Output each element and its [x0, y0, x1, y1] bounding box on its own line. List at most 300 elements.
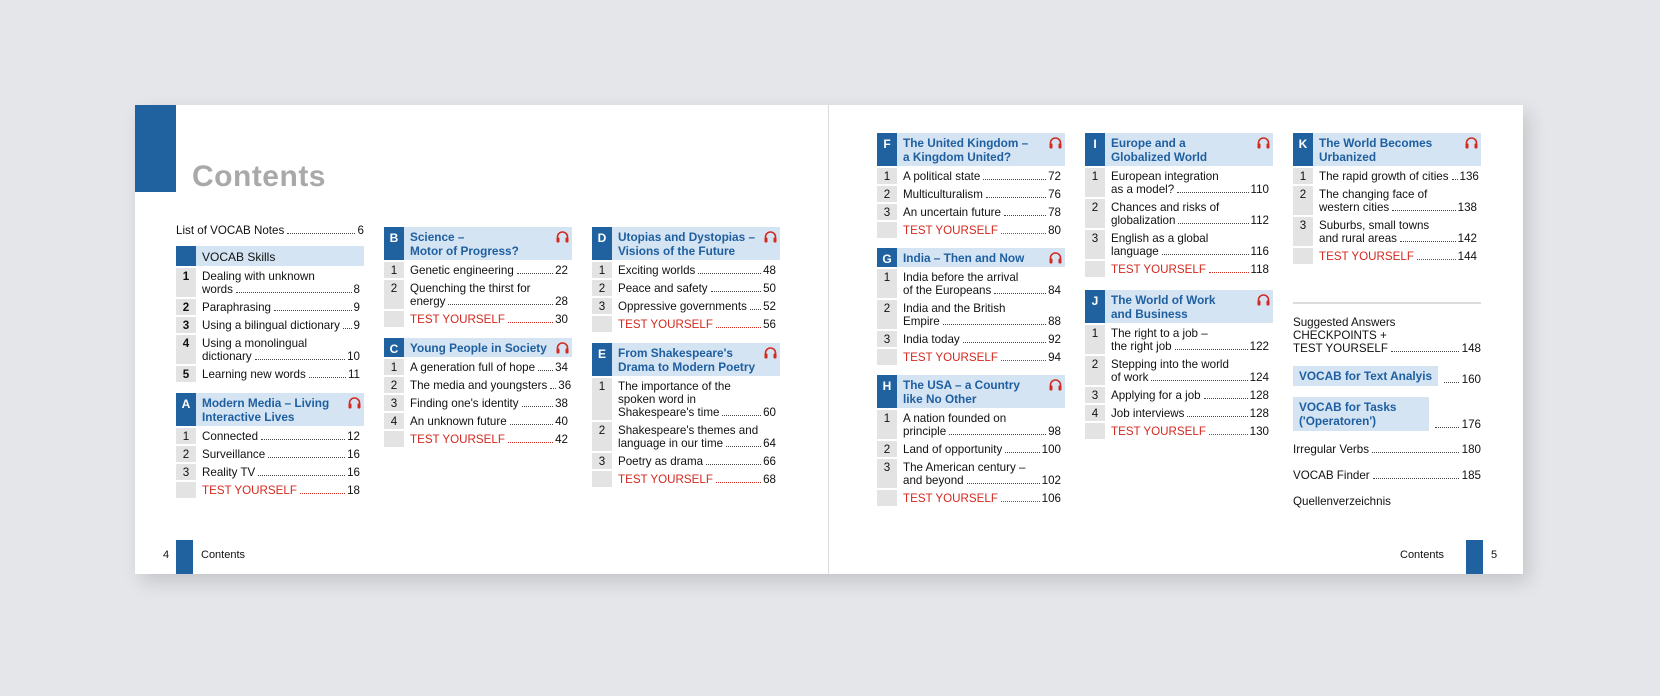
toc-entry-line: TEST YOURSELF [618, 318, 713, 331]
toc-vocab-finder[interactable] [1293, 469, 1481, 482]
section-j [1085, 290, 1273, 439]
footer-page-number: 4 [163, 549, 170, 561]
toc-entry[interactable] [592, 378, 780, 420]
toc-entry[interactable] [877, 459, 1065, 488]
entry-text [612, 262, 780, 278]
entry-number: 3 [384, 395, 404, 411]
toc-entry-line: Dealing with unknown [202, 270, 315, 283]
toc-column-1 [176, 224, 364, 498]
toc-entry[interactable] [1085, 325, 1273, 354]
toc-entry-line: European integration [1111, 170, 1219, 183]
entry-text [404, 431, 572, 447]
section-header[interactable] [1293, 133, 1481, 166]
toc-page-number: 185 [1461, 469, 1481, 482]
headphones-icon[interactable] [760, 343, 780, 376]
headphones-icon[interactable] [1045, 248, 1065, 267]
entry-text [897, 331, 1065, 347]
headphones-icon[interactable] [1461, 133, 1481, 166]
toc-entry[interactable] [877, 441, 1065, 457]
test-yourself-row[interactable] [877, 222, 1065, 238]
toc-entry-title: Quellenverzeichnis [1293, 495, 1391, 508]
section-marker [176, 246, 196, 266]
toc-entry-line: Learning new words [202, 368, 306, 381]
toc-entry-line: TEST YOURSELF [410, 433, 505, 446]
footer-label: Contents [1400, 549, 1445, 561]
headphones-icon[interactable] [344, 393, 364, 426]
toc-entry[interactable] [592, 453, 780, 469]
toc-entry[interactable] [1085, 199, 1273, 228]
leader-dots [986, 197, 1046, 198]
leader-dots [1187, 416, 1247, 417]
section-g [877, 248, 1065, 365]
entry-number: 1 [877, 269, 897, 298]
entry-number: 3 [1085, 387, 1105, 403]
entry-number: 2 [176, 446, 196, 462]
entry-text [404, 280, 572, 309]
entry-number: 2 [384, 377, 404, 393]
test-yourself-row[interactable] [592, 316, 780, 332]
toc-page-number: 124 [1249, 371, 1269, 384]
toc-entry-line: India today [903, 333, 960, 346]
section-title-line: India – Then and Now [903, 251, 1025, 265]
entry-number [384, 311, 404, 327]
section-title-line: like No Other [903, 392, 977, 406]
entry-number: 1 [1085, 168, 1105, 197]
toc-page-number: 84 [1048, 284, 1061, 297]
toc-page-number: 128 [1249, 389, 1269, 402]
section-e [592, 343, 780, 487]
toc-page-number: 176 [1461, 418, 1481, 431]
leader-dots [1452, 179, 1458, 180]
right-page [828, 105, 1523, 574]
leader-dots [1392, 210, 1455, 211]
toc-entry-line: Reality TV [202, 466, 256, 479]
leader-dots [1177, 192, 1248, 193]
section-header[interactable] [592, 343, 780, 376]
toc-page-number: 128 [1249, 407, 1269, 420]
entry-number [1085, 261, 1105, 277]
entry-number: 1 [877, 168, 897, 184]
leader-dots [510, 424, 553, 425]
leader-dots [448, 304, 553, 305]
toc-entry-line: Using a monolingual [202, 337, 308, 350]
section-title [612, 343, 760, 376]
toc-page-number: 92 [1048, 333, 1061, 346]
entry-number [877, 349, 897, 365]
toc-entry-line: TEST YOURSELF [903, 351, 998, 364]
vocab-skills-block [176, 246, 364, 382]
entry-number [384, 431, 404, 447]
headphones-icon[interactable] [1253, 133, 1273, 166]
toc-entry[interactable] [877, 168, 1065, 184]
section-title-line: Motor of Progress? [410, 244, 519, 258]
toc-entry-title: VOCAB Finder [1293, 469, 1370, 482]
entry-text [1313, 186, 1481, 215]
toc-page-number: 42 [555, 433, 568, 446]
section-header[interactable] [1085, 133, 1273, 166]
section-title-line: Drama to Modern Poetry [618, 360, 756, 374]
test-yourself-row[interactable] [877, 349, 1065, 365]
toc-entry-line: words [202, 283, 233, 296]
toc-entry[interactable] [384, 395, 572, 411]
section-title [897, 248, 1045, 267]
toc-column-6 [1293, 133, 1481, 508]
entry-number: 3 [176, 464, 196, 480]
entry-text [897, 186, 1065, 202]
toc-entry[interactable] [176, 464, 364, 480]
section-header[interactable] [877, 375, 1065, 408]
toc-page-number: 6 [357, 224, 364, 237]
leader-dots [698, 273, 761, 274]
entry-number: 2 [384, 280, 404, 309]
divider [1293, 302, 1481, 304]
entry-number: 1 [384, 359, 404, 375]
section-title [612, 227, 760, 260]
entry-text [612, 422, 780, 451]
toc-entry-line: Genetic engineering [410, 264, 514, 277]
toc-entry-line: Finding one's identity [410, 397, 519, 410]
entry-text [897, 410, 1065, 439]
toc-entry[interactable] [592, 422, 780, 451]
toc-page-number: 72 [1048, 170, 1061, 183]
page-title: Contents [192, 160, 326, 193]
toc-entry-line: Using a bilingual dictionary [202, 319, 340, 332]
toc-entry-line: TEST YOURSELF [903, 224, 998, 237]
headphones-icon[interactable] [1045, 133, 1065, 166]
test-yourself-row[interactable] [1085, 423, 1273, 439]
toc-entry[interactable] [176, 299, 364, 315]
leader-dots [716, 327, 761, 328]
leader-dots [258, 475, 345, 476]
toc-page-number: 180 [1461, 443, 1481, 456]
headphones-icon[interactable] [1045, 375, 1065, 408]
entry-text [196, 335, 364, 364]
entry-number: 4 [176, 335, 196, 364]
toc-entry[interactable] [1085, 230, 1273, 259]
toc-entry[interactable] [384, 377, 572, 393]
section-c [384, 338, 572, 447]
entry-text [612, 316, 780, 332]
section-header[interactable] [176, 393, 364, 426]
toc-entry[interactable] [1293, 217, 1481, 246]
entry-number: 2 [1293, 186, 1313, 215]
headphones-icon[interactable] [552, 227, 572, 260]
footer-page-number: 5 [1491, 549, 1498, 561]
leader-dots [1151, 380, 1247, 381]
toc-entry-line: A generation full of hope [410, 361, 536, 374]
toc-entry-line: India before the arrival [903, 271, 1019, 284]
section-title-line: The World Becomes [1319, 136, 1433, 150]
entry-text [196, 299, 364, 315]
entry-number: 1 [176, 428, 196, 444]
leader-dots [1001, 501, 1040, 502]
section-letter: J [1085, 290, 1105, 323]
toc-entry-line: Shakespeare's time [618, 406, 720, 419]
test-yourself-row[interactable] [384, 311, 572, 327]
section-header[interactable] [1085, 290, 1273, 323]
toc-entry-line: English as a global [1111, 232, 1209, 245]
entry-text [1313, 168, 1483, 184]
toc-entry-line: as a model? [1111, 183, 1175, 196]
section-letter: F [877, 133, 897, 166]
entry-number: 2 [877, 186, 897, 202]
toc-entry[interactable] [877, 186, 1065, 202]
section-title-line: Interactive Lives [202, 410, 295, 424]
entry-text [404, 395, 572, 411]
section-title-line: Europe and a [1111, 136, 1186, 150]
entry-number: 2 [592, 422, 612, 451]
toc-entry-line: and rural areas [1319, 232, 1397, 245]
toc-page-number: 40 [555, 415, 568, 428]
leader-dots [726, 446, 761, 447]
entry-number: 3 [877, 331, 897, 347]
toc-page-number: 36 [558, 379, 572, 392]
toc-entry-line: CHECKPOINTS + [1293, 329, 1387, 342]
toc-entry-line: Quenching the thirst for [410, 282, 531, 295]
entry-number: 1 [877, 410, 897, 439]
toc-entry[interactable] [592, 280, 780, 296]
toc-entry-line: TEST YOURSELF [410, 313, 505, 326]
section-header[interactable] [384, 227, 572, 260]
toc-column-2 [384, 227, 572, 447]
headphones-icon[interactable] [552, 338, 572, 357]
leader-dots [706, 464, 761, 465]
leader-dots [963, 342, 1046, 343]
toc-entry[interactable] [176, 268, 364, 297]
headphones-icon[interactable] [760, 227, 780, 260]
toc-entry-line: The changing face of [1319, 188, 1428, 201]
section-header[interactable] [384, 338, 572, 357]
toc-entry-line: Connected [202, 430, 259, 443]
section-header[interactable] [877, 133, 1065, 166]
toc-irregular-verbs[interactable] [1293, 443, 1481, 456]
toc-page-number: 28 [555, 295, 568, 308]
entry-text [1105, 230, 1273, 259]
toc-page-number: 76 [1048, 188, 1061, 201]
leader-dots [1162, 254, 1249, 255]
entry-number: 1 [1085, 325, 1105, 354]
leader-dots [716, 482, 761, 483]
section-title-line: From Shakespeare's [618, 346, 733, 360]
toc-page-number: 138 [1457, 201, 1477, 214]
headphones-icon[interactable] [1253, 290, 1273, 323]
toc-page-number: 144 [1457, 250, 1477, 263]
toc-entry-title: List of VOCAB Notes [176, 224, 285, 237]
footer-label: Contents [201, 549, 246, 561]
toc-entry[interactable] [176, 335, 364, 364]
toc-entry[interactable] [384, 413, 572, 429]
toc-page-number: 88 [1048, 315, 1061, 328]
toc-entry-line: Peace and safety [618, 282, 708, 295]
entry-text [196, 464, 364, 480]
toc-page-number: 106 [1041, 492, 1061, 505]
entry-text [1105, 168, 1273, 197]
toc-entry-line: The right to a job – [1111, 327, 1208, 340]
toc-entry[interactable] [384, 280, 572, 309]
leader-dots [300, 493, 345, 494]
toc-entry[interactable] [1085, 356, 1273, 385]
section-title [1105, 133, 1253, 166]
toc-page-number: 34 [555, 361, 568, 374]
leader-dots [522, 406, 554, 407]
leader-dots [261, 439, 345, 440]
toc-entry-line: Suggested Answers [1293, 316, 1396, 329]
test-yourself-row[interactable] [176, 482, 364, 498]
toc-entry[interactable] [592, 262, 780, 278]
section-title [1105, 290, 1253, 323]
toc-entry-line: An uncertain future [903, 206, 1001, 219]
toc-entry-line: Job interviews [1111, 407, 1185, 420]
section-a [176, 393, 364, 498]
toc-page-number: 68 [763, 473, 776, 486]
toc-entry-line: energy [410, 295, 446, 308]
toc-page-number: 94 [1048, 351, 1061, 364]
section-k [1293, 133, 1481, 264]
toc-entry[interactable] [384, 262, 572, 278]
toc-entry[interactable] [592, 298, 780, 314]
toc-entry-title: VOCAB for Text Analyis [1293, 366, 1438, 386]
section-letter: D [592, 227, 612, 260]
section-title-line: Urbanized [1319, 150, 1377, 164]
toc-entry-line: and beyond [903, 474, 964, 487]
section-title-line: Utopias and Dystopias – [618, 230, 756, 244]
toc-suggested-answers[interactable] [1293, 316, 1481, 355]
section-d [592, 227, 780, 332]
entry-text [1105, 405, 1273, 421]
toc-entry-line: TEST YOURSELF [903, 492, 998, 505]
section-title [404, 227, 552, 260]
entry-number: 3 [176, 317, 196, 333]
toc-entry-line: Shakespeare's themes and [618, 424, 759, 437]
section-header-vocab-skills[interactable] [176, 246, 364, 266]
toc-entry[interactable] [1293, 168, 1481, 184]
entry-text [196, 366, 364, 382]
entry-text [196, 482, 364, 498]
entry-number [877, 490, 897, 506]
section-f [877, 133, 1065, 238]
section-title-line: and Business [1111, 307, 1188, 321]
toc-entry-line: The media and youngsters [410, 379, 548, 392]
toc-page-number: 122 [1249, 340, 1269, 353]
toc-page-number: 64 [763, 437, 776, 450]
leader-dots [1417, 259, 1456, 260]
test-yourself-row[interactable] [1293, 248, 1481, 264]
toc-quellen[interactable] [1293, 495, 1481, 508]
section-header[interactable] [592, 227, 780, 260]
toc-page-number: 22 [555, 264, 568, 277]
entry-number: 2 [176, 299, 196, 315]
toc-entry[interactable] [176, 317, 364, 333]
toc-page-number: 12 [347, 430, 360, 443]
entry-text [897, 349, 1065, 365]
leader-dots [711, 291, 762, 292]
section-letter: H [877, 375, 897, 408]
entry-number [1085, 423, 1105, 439]
leader-dots [1204, 398, 1248, 399]
toc-column-4 [877, 133, 1065, 506]
leader-dots [309, 377, 346, 378]
test-yourself-row[interactable] [384, 431, 572, 447]
toc-entry[interactable] [877, 269, 1065, 298]
toc-page-number: 11 [347, 368, 360, 381]
toc-entry[interactable] [1085, 405, 1273, 421]
test-yourself-row[interactable] [877, 490, 1065, 506]
test-yourself-row[interactable] [1085, 261, 1273, 277]
section-title-line: a Kingdom United? [903, 150, 1012, 164]
section-header[interactable] [877, 248, 1065, 267]
toc-entry-line: Exciting worlds [618, 264, 696, 277]
entry-text [1105, 387, 1273, 403]
toc-entry[interactable] [1085, 387, 1273, 403]
entry-number: 2 [877, 441, 897, 457]
entry-number: 2 [1085, 356, 1105, 385]
entry-number: 2 [1085, 199, 1105, 228]
toc-entry-line: TEST YOURSELF [1111, 425, 1206, 438]
toc-entry-line: western cities [1319, 201, 1390, 214]
section-title-line: Visions of the Future [618, 244, 736, 258]
toc-entry-line: Land of opportunity [903, 443, 1003, 456]
toc-page-number: 110 [1250, 183, 1269, 196]
toc-entry[interactable] [877, 331, 1065, 347]
toc-entry[interactable] [384, 359, 572, 375]
toc-entry-line: The rapid growth of cities [1319, 170, 1449, 183]
section-letter: I [1085, 133, 1105, 166]
toc-page-number: 9 [353, 301, 360, 314]
toc-entry-line: language in our time [618, 437, 724, 450]
toc-entry[interactable] [176, 446, 364, 462]
section-letter: K [1293, 133, 1313, 166]
entry-number: 3 [592, 298, 612, 314]
toc-page-number: 8 [353, 283, 360, 296]
toc-entry-line: India and the British [903, 302, 1006, 315]
entry-text [897, 204, 1065, 220]
toc-entry-title: Irregular Verbs [1293, 443, 1370, 456]
entry-text [404, 311, 572, 327]
entry-number [592, 471, 612, 487]
toc-entry-line: dictionary [202, 350, 252, 363]
toc-entry[interactable] [1085, 168, 1273, 197]
section-title-line: Modern Media – Living [202, 396, 330, 410]
test-yourself-row[interactable] [592, 471, 780, 487]
entry-number [592, 316, 612, 332]
entry-text [196, 428, 364, 444]
entry-text [897, 490, 1065, 506]
toc-vocab-notes[interactable] [176, 224, 364, 237]
entry-number [877, 222, 897, 238]
entry-text [1105, 356, 1273, 385]
toc-vocab-text-analysis[interactable] [1293, 366, 1481, 386]
leader-dots [949, 434, 1046, 435]
entry-text [1313, 248, 1481, 264]
leader-dots [550, 388, 556, 389]
toc-entry[interactable] [877, 410, 1065, 439]
toc-page-number: 18 [347, 484, 360, 497]
toc-entry-line: ('Operatoren') [1299, 414, 1377, 428]
toc-entry[interactable] [877, 204, 1065, 220]
section-i [1085, 133, 1273, 277]
leader-dots [1400, 241, 1456, 242]
toc-vocab-tasks[interactable] [1293, 397, 1481, 431]
toc-entry[interactable] [1293, 186, 1481, 215]
entry-number: 2 [592, 280, 612, 296]
section-b [384, 227, 572, 327]
toc-entry[interactable] [176, 428, 364, 444]
entry-text [196, 268, 364, 297]
entry-number: 4 [384, 413, 404, 429]
section-title [897, 375, 1045, 408]
toc-entry[interactable] [176, 366, 364, 382]
toc-entry[interactable] [877, 300, 1065, 329]
